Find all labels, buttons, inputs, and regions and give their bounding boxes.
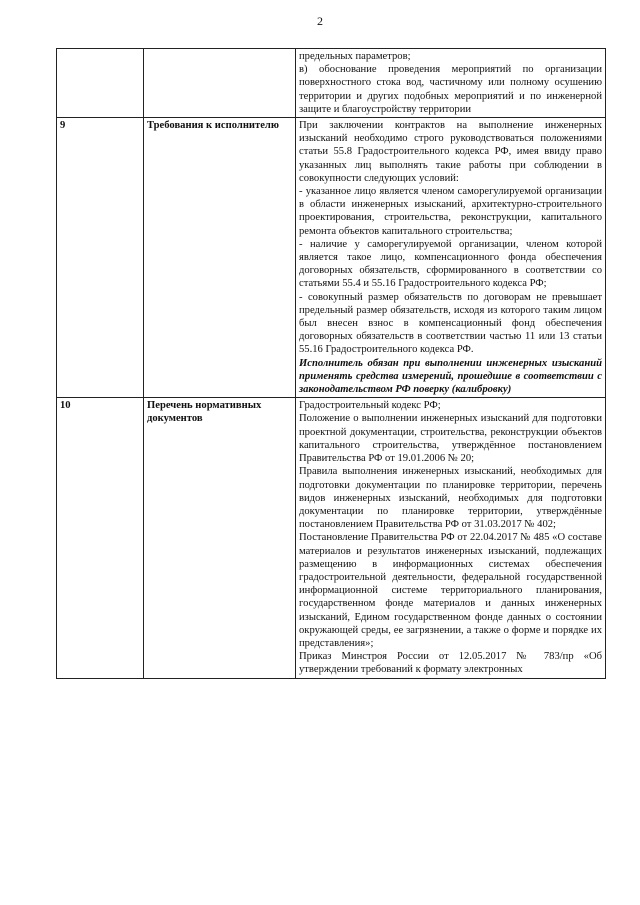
content-paragraph: предельных параметров; — [299, 51, 411, 62]
page-number: 2 — [317, 14, 323, 28]
row-content — [296, 49, 606, 118]
row-content — [296, 398, 606, 678]
table-row — [57, 118, 606, 398]
row-number: 9 — [57, 118, 144, 398]
row-title — [144, 49, 296, 118]
content-paragraph: - указанное лицо является членом саморегулируемой организации в области инженерных изысканий, архитектурно-строительного проектирования, строительства, реконструкции, капитального ремонта объектов капитального строительства; — [299, 186, 602, 237]
content-paragraph: в) обоснование проведения мероприятий по организации поверхностного стока вод, частичному или полному осушению территории и других подобных мероприятий и по инженерной защите и благоустройству территории — [299, 64, 602, 115]
content-paragraph: - совокупный размер обязательств по договорам не превышает предельный размер обязательств, исходя из которого таким лицом был внесен взнос в компенсационный фонд обеспечения договорных обязательств в соответствии частью 11 или 13 статьи 55.16 Градостроительного кодекса РФ. — [299, 291, 602, 356]
content-paragraph: Приказ Минстроя России от 12.05.2017 № 783/пр «Об утверждении требований к формату электронных — [299, 651, 602, 676]
row-title: Перечень нормативных документов — [144, 398, 296, 678]
row-content — [296, 118, 606, 398]
row-number: 10 — [57, 398, 144, 678]
row-title: Требования к исполнителю — [144, 118, 296, 398]
row-number — [57, 49, 144, 118]
requirements-table — [56, 48, 606, 679]
table-row — [57, 398, 606, 678]
content-paragraph: Правила выполнения инженерных изысканий, необходимых для подготовки документации по планировке территории, перечень видов инженерных изысканий, необходимых для подготовки документации по планировке территории, утверждённые постановлением Правительства РФ от 31.03.2017 № 402; — [299, 466, 602, 531]
emphasis-paragraph: Исполнитель обязан при выполнении инженерных изысканий применять средства измерений, прошедшие в соответствии с законодательством РФ поверку (калибровку) — [299, 357, 602, 396]
content-paragraph: При заключении контрактов на выполнение инженерных изысканий необходимо строго руководствоваться положениями статьи 55.8 Градостроительного кодекса РФ, имея ввиду право указанных лиц выполнять такие работы при соблюдении в совокупности следующих условий: — [299, 120, 602, 184]
content-paragraph: Положение о выполнении инженерных изысканий для подготовки проектной документации, строительства, реконструкции объектов капитального строительства, утверждённое постановлением Правительства РФ от 19.01.2006 № 20; — [299, 413, 602, 465]
content-paragraph: - наличие у саморегулируемой организации, членом которой является такое лицо, компенсационного фонда обеспечения договорных обязательств, сформированного в соответствии со статьями 55.4 и 55.16 Градостроительного кодекса РФ; — [299, 238, 602, 290]
content-paragraph: Постановление Правительства РФ от 22.04.2017 № 485 «О составе материалов и результатов инженерных изысканий, подлежащих размещению в информационных системах обеспечения градостроительной деятельности, федеральной государственной информационной системе территориального планирования, государственном фонде материалов и данных инженерных изысканий, Едином государственном фонде данных о состоянии окружающей среды, ее загрязнении, а также о форме и порядке их представления»; — [299, 532, 602, 649]
table-row — [57, 49, 606, 118]
content-paragraph: Градостроительный кодекс РФ; — [299, 400, 441, 412]
